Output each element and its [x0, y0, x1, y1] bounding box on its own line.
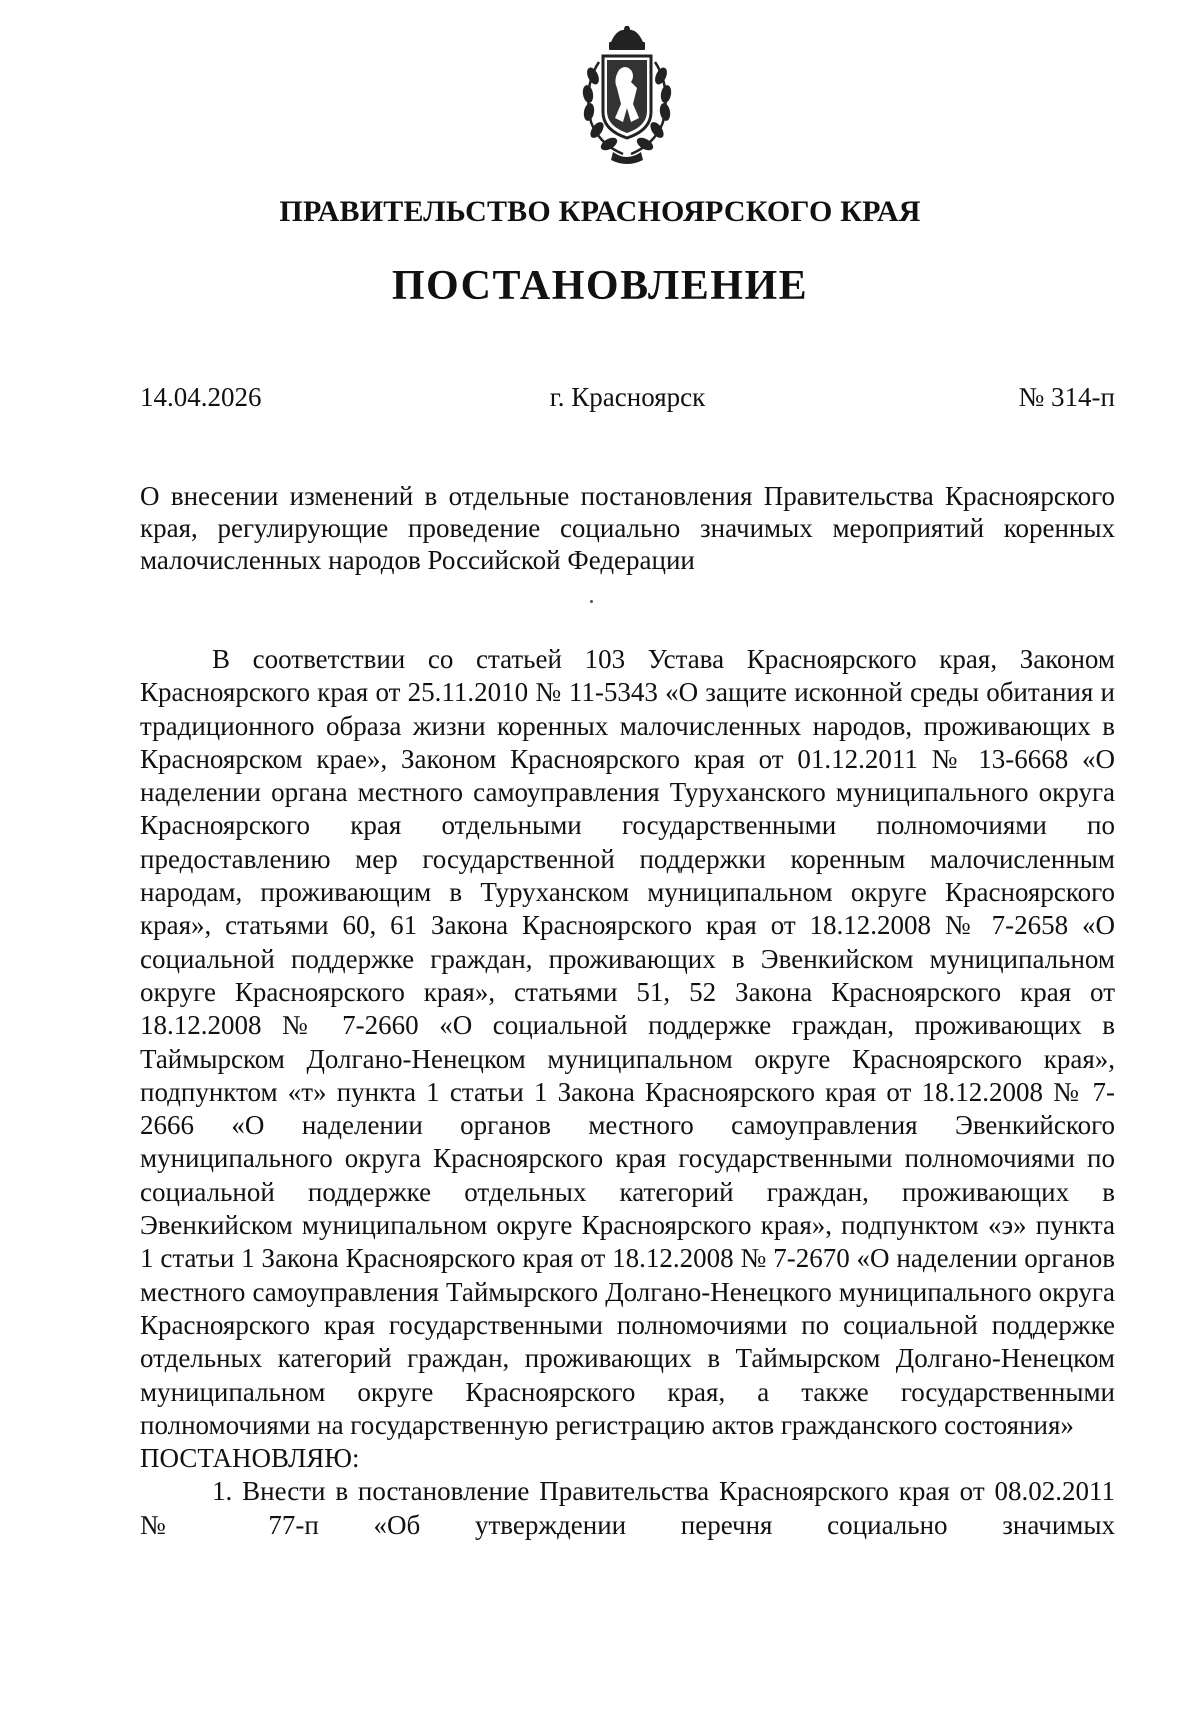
- item-1-paragraph: 1. Внести в постановление Правительства Красноярского края от 08.02.2011 № 77-п «Об утверждении перечня социально значимых: [140, 1476, 1115, 1540]
- document-number: № 314-п: [1018, 382, 1115, 412]
- document-body: [140, 643, 1115, 1542]
- document-date: 14.04.2026: [140, 382, 262, 412]
- document-subject: О внесении изменений в отдельные постановления Правительства Красноярского края, регулирующие проведение социально значимых мероприятий коренных малочисленных народов Российской Федерации: [140, 481, 1115, 575]
- preamble-paragraph: В соответствии со статьей 103 Устава Красноярского края, Законом Красноярского края от 25.11.2010 № 11-5343 «О защите исконной среды обитания и традиционного образа жизни коренных малочисленных народов, проживающих в Красноярском крае», Законом Красноярского края от 01.12.2011 № 13-6668 «О наделении органа местного самоуправления Туруханского муниципального округа Красноярского края отдельными государственными полномочиями по предоставлению мер государственной поддержки коренным малочисленным народам, проживающим в Туруханском муниципальном округе Красноярского края», статьями 60, 61 Закона Красноярского края от 18.12.2008 № 7-2658 «О социальной поддержке граждан, проживающих в Эвенкийском муниципальном округе Красноярского края», статьями 51, 52 Закона Красноярского края от 18.12.2008 № 7-2660 «О социальной поддержке граждан, проживающих в Таймырском Долгано-Ненецком муниципальном округе Красноярского края», подпунктом «т» пункта 1 статьи 1 Закона Красноярского края от 18.12.2008 № 7-2666 «О наделении органов местного самоуправления Эвенкийского муниципального округа Красноярского края государственными полномочиями по социальной поддержке отдельных категорий граждан, проживающих в Эвенкийском муниципальном округе Красноярского края», подпунктом «э» пункта 1 статьи 1 Закона Красноярского края от 18.12.2008 № 7-2670 «О наделении органов местного самоуправления Таймырского Долгано-Ненецкого муниципального округа Красноярского края государственными полномочиями по социальной поддержке отдельных категорий граждан, проживающих в Таймырском Долгано-Ненецком муниципальном округе Красноярского края, а также государственными полномочиями на государственную регистрацию актов гражданского состояния»: [140, 644, 1115, 1440]
- stray-dot: [590, 600, 593, 603]
- organization-title: ПРАВИТЕЛЬСТВО КРАСНОЯРСКОГО КРАЯ: [279, 195, 921, 228]
- decree-statement: ПОСТАНОВЛЯЮ:: [140, 1443, 360, 1474]
- document-type-title: ПОСТАНОВЛЕНИЕ: [391, 263, 809, 309]
- document-city: г. Красноярск: [549, 382, 706, 412]
- document-meta-row: [140, 382, 1115, 418]
- coat-of-arms-icon: [573, 26, 681, 168]
